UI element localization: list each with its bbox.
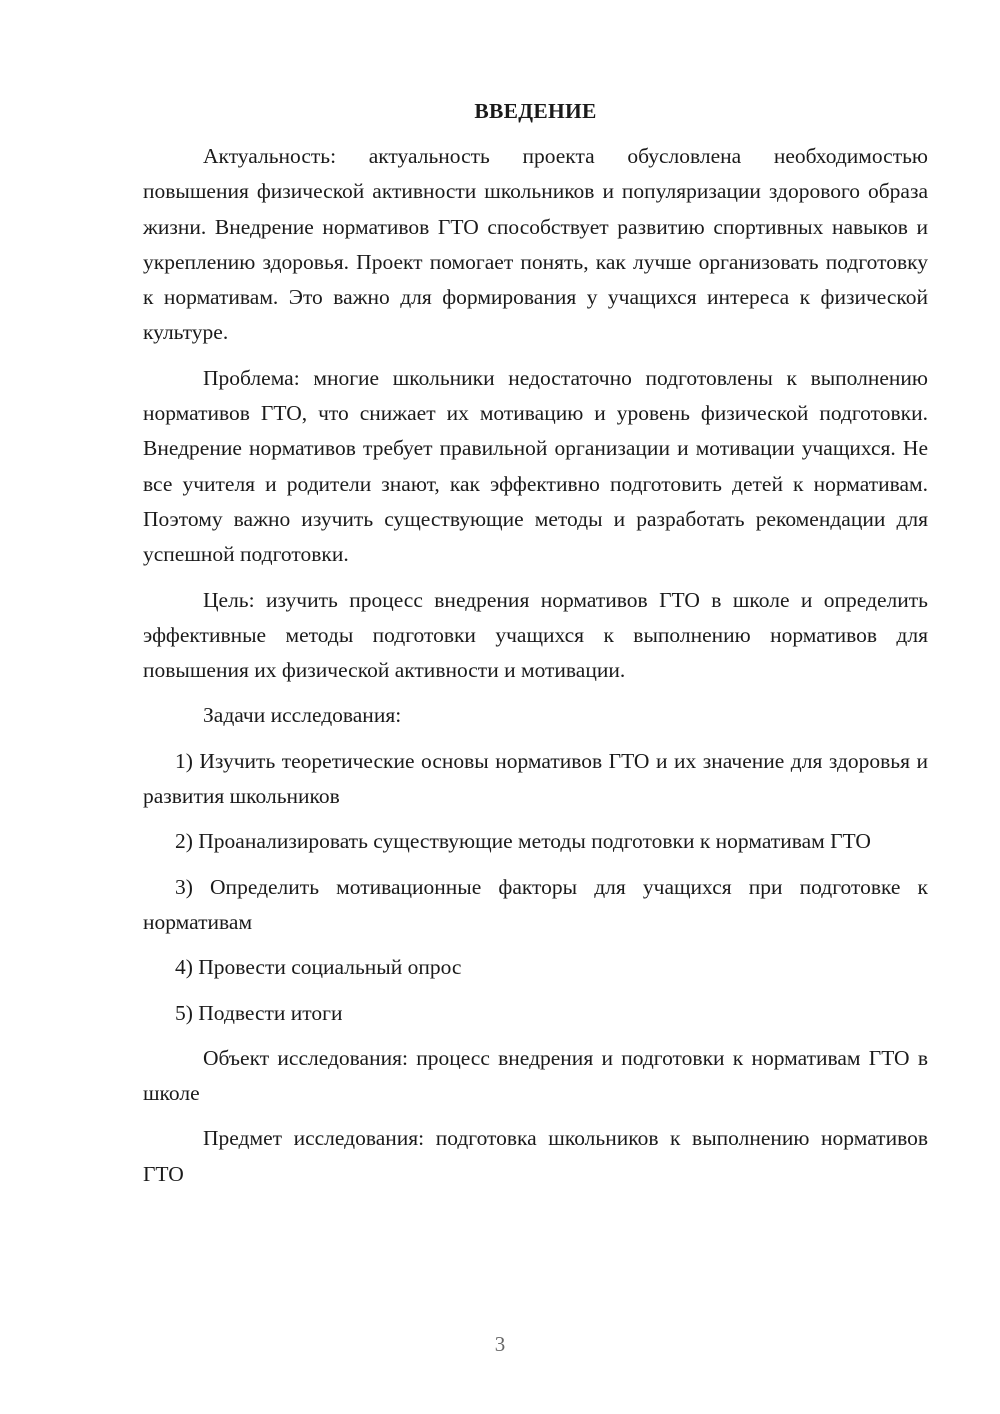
paragraph-goal: Цель: изучить процесс внедрения нормативов ГТО в школе и определить эффективные методы подготовки учащихся к выполнению нормативов для повышения их физической активности и мотивации. [143,587,928,683]
tasks-heading: Задачи исследования: [203,703,402,728]
task-item-5: 5) Подвести итоги [175,1000,343,1025]
task-item-2: 2) Проанализировать существующие методы подготовки к нормативам ГТО [175,829,871,854]
paragraph-subject: Предмет исследования: подготовка школьников к выполнению нормативов ГТО [143,1126,928,1186]
paragraph-relevance: Актуальность: актуальность проекта обусловлена необходимостью повышения физической активности школьников и популяризации здорового образа жизни. Внедрение нормативов ГТО способствует развитию спортивных навыков и укреплению здоровья. Проект помогает понять, как лучше организовать подготовку к нормативам. Это важно для формирования у учащихся интереса к физической культуре. [143,144,928,345]
task-item-3: 3) Определить мотивационные факторы для учащихся при подготовке к нормативам [143,874,928,934]
task-item-1: 1) Изучить теоретические основы нормативов ГТО и их значение для здоровья и развития школьников [143,748,928,809]
paragraph-object: Объект исследования: процесс внедрения и подготовки к нормативам ГТО в школе [143,1045,928,1106]
task-item-4: 4) Провести социальный опрос [175,955,462,980]
section-title: ВВЕДЕНИЕ [474,99,597,123]
paragraph-problem: Проблема: многие школьники недостаточно подготовлены к выполнению нормативов ГТО, что снижает их мотивацию и уровень физической подготовки. Внедрение нормативов требует правильной организации и мотивации учащихся. Не все учителя и родители знают, как эффективно подготовить детей к нормативам. Поэтому важно изучить существующие методы и разработать рекомендации для успешной подготовки. [143,365,928,567]
page-number: 3 [494,1332,506,1356]
document-page [143,94,928,1202]
